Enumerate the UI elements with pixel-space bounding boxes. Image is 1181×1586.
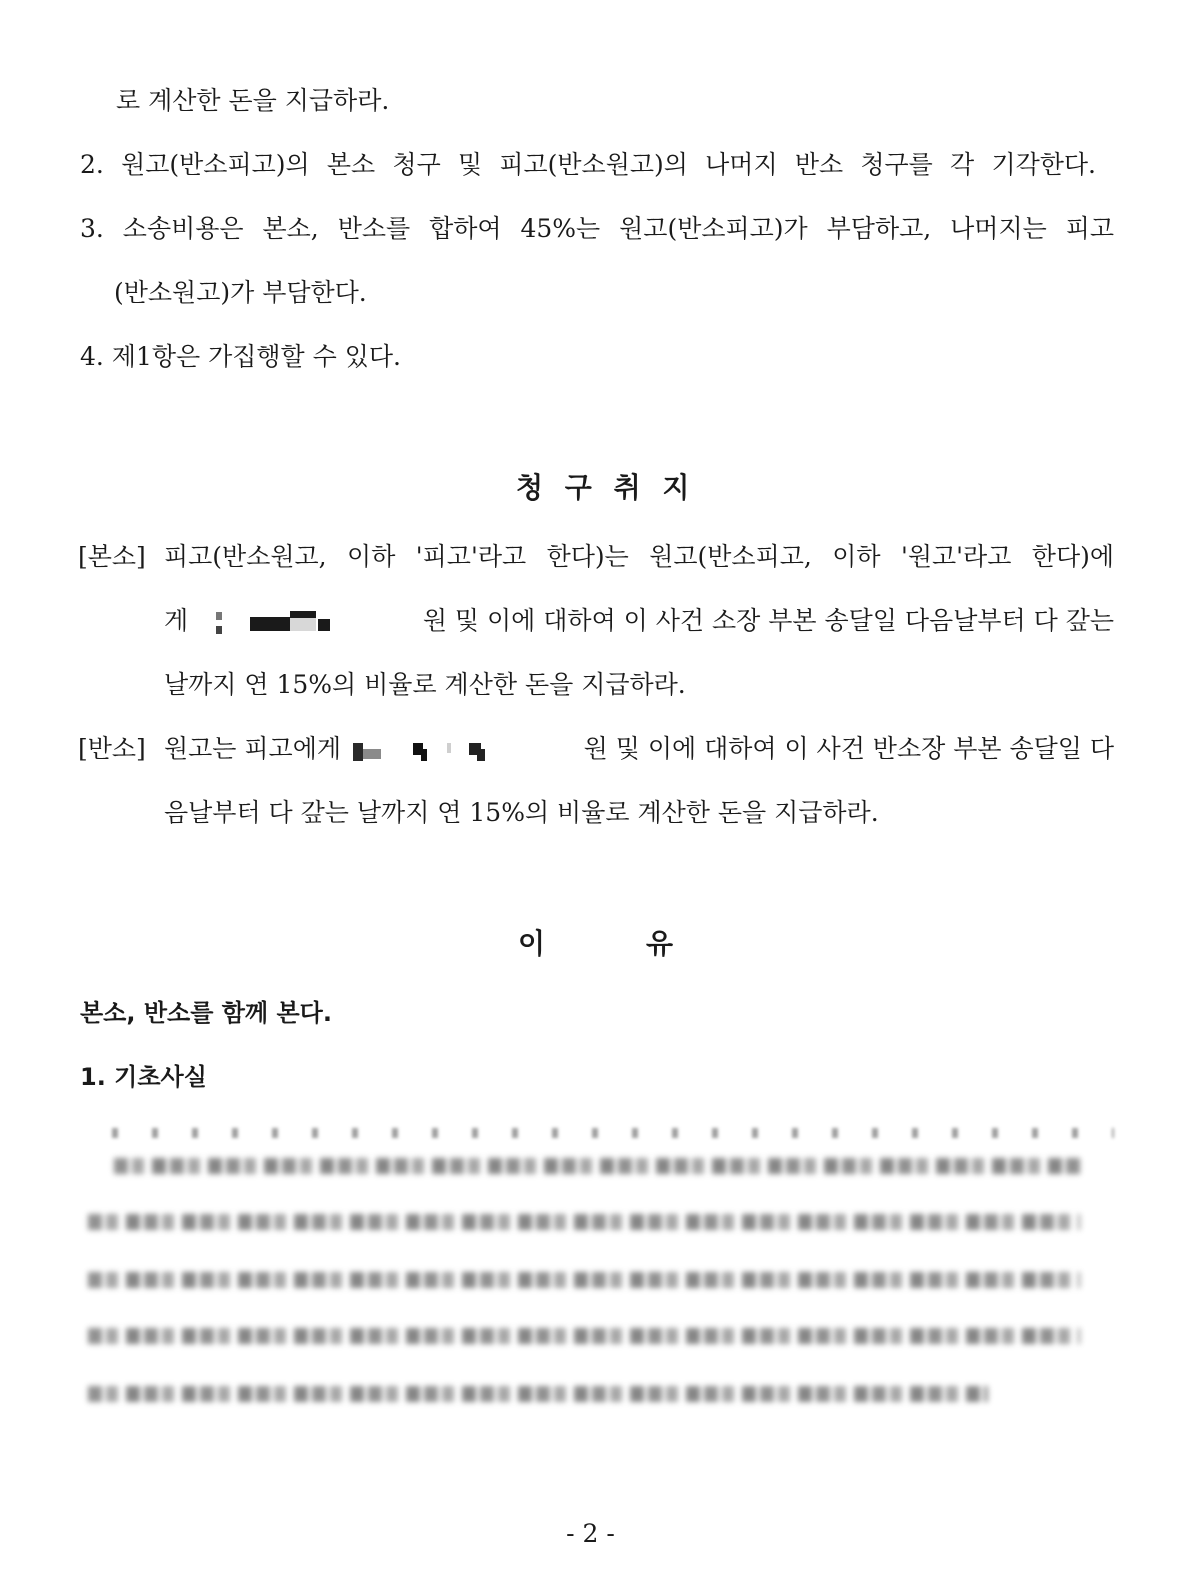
main-claim-line-1: 피고(반소원고, 이하 '피고'라고 한다)는 원고(반소피고, 이하 '원고'라고 한다)에 [164, 542, 1114, 571]
redacted-amount-counter [351, 736, 493, 766]
counter-claim-line-2: 음날부터 다 갚는 날까지 연 15%의 비율로 계산한 돈을 지급하라. [164, 798, 879, 827]
blurred-line-2 [88, 1214, 1080, 1230]
reason-section-title-left: 이 [518, 927, 546, 960]
main-claim-label: [본소] [78, 542, 146, 571]
subsection-basic-facts: 1. 기초사실 [80, 1063, 207, 1091]
blurred-line-0 [112, 1128, 1114, 1138]
claim-section-title: 청 구 취 지 [516, 471, 696, 504]
judgment-item-3-line-1: 3. 소송비용은 본소, 반소를 합하여 45%는 원고(반소피고)가 부담하고, 나머지는 피고 [80, 214, 1114, 243]
reason-section-title-right: 유 [646, 927, 674, 960]
judgment-item-4: 4. 제1항은 가집행할 수 있다. [80, 342, 401, 371]
judgment-item-3-line-2: (반소원고)가 부담한다. [114, 278, 367, 307]
blurred-line-4 [88, 1328, 1080, 1344]
blurred-line-5 [88, 1386, 988, 1402]
judgment-item-1-continuation: 로 계산한 돈을 지급하라. [116, 86, 390, 115]
main-claim-line-2-prefix: 게 [164, 606, 189, 635]
main-claim-line-2-suffix: 원 및 이에 대하여 이 사건 소장 부본 송달일 다음날부터 다 갚는 [422, 606, 1114, 635]
judgment-item-2: 2. 원고(반소피고)의 본소 청구 및 피고(반소원고)의 나머지 반소 청구를 각 기각한다. [80, 150, 1096, 179]
main-claim-line-3: 날까지 연 15%의 비율로 계산한 돈을 지급하라. [164, 670, 686, 699]
counter-claim-line-1-suffix: 원 및 이에 대하여 이 사건 반소장 부본 송달일 다 [583, 734, 1114, 763]
blurred-line-3 [88, 1272, 1080, 1288]
reason-intro: 본소, 반소를 함께 본다. [80, 999, 332, 1027]
redacted-amount-main [210, 608, 336, 638]
blurred-line-1 [114, 1158, 1080, 1174]
main-claim-line-2 [164, 604, 1114, 638]
counter-claim-line-1 [164, 732, 1114, 766]
counter-claim-label: [반소] [78, 734, 146, 763]
counter-claim-line-1-prefix: 원고는 피고에게 [164, 734, 341, 763]
page-number: - 2 - [566, 1519, 615, 1548]
